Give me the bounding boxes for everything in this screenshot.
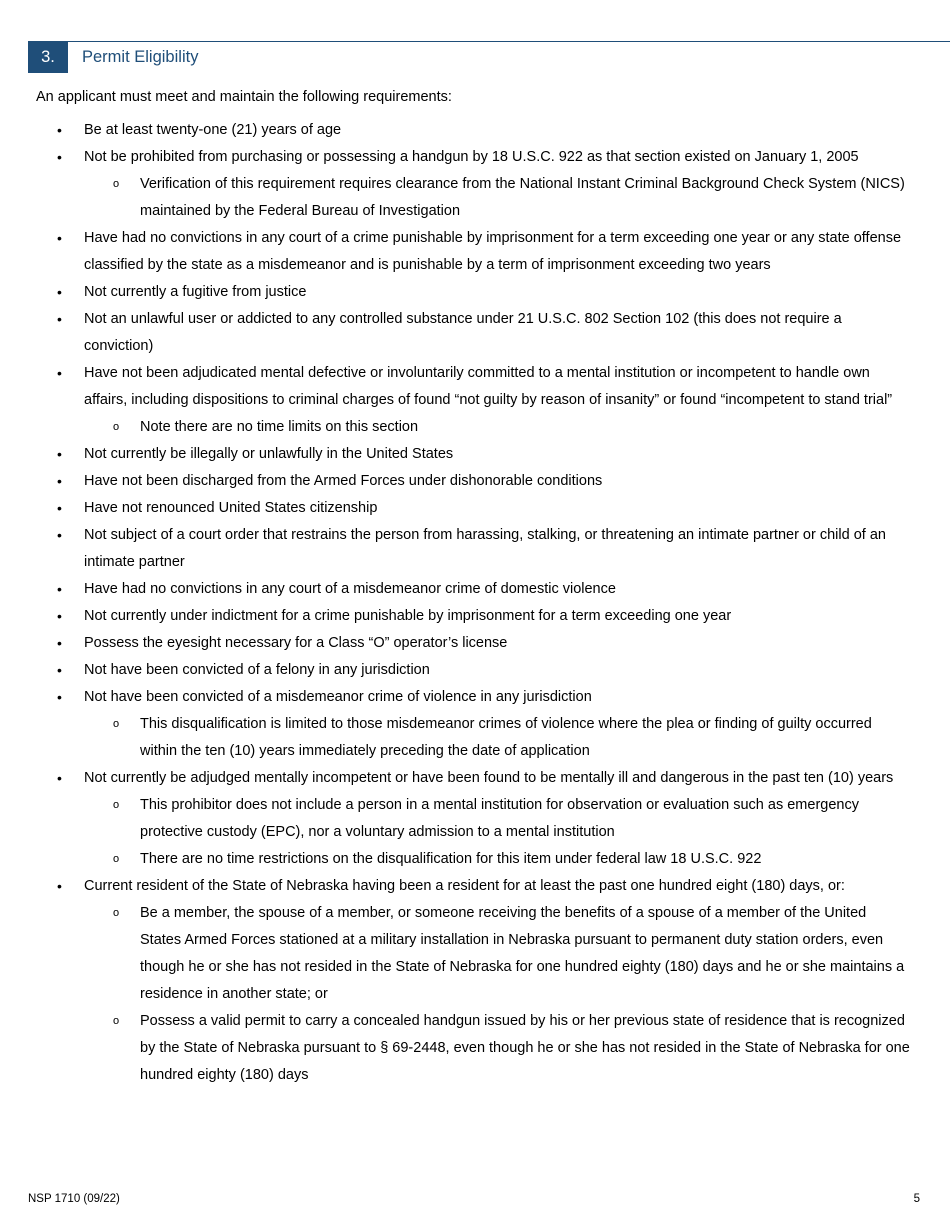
bullet-icon: • [57, 230, 62, 246]
sub-list-item [0, 846, 950, 873]
circle-bullet-icon: o [113, 907, 120, 919]
item-text: There are no time restrictions on the disqualification for this item under federal law 18 U.S.C. 922 [140, 851, 762, 867]
sub-list-item [0, 711, 950, 765]
list-item [0, 603, 950, 630]
bullet-icon: • [57, 149, 62, 165]
list-item [0, 144, 950, 171]
item-text: Have had no convictions in any court of a crime punishable by imprisonment for a term exceeding one year or any state offense classified by the state as a misdemeanor and is punishable by a term of imprisonment exceeding two years [84, 230, 902, 273]
item-text: Have had no convictions in any court of a misdemeanor crime of domestic violence [84, 581, 616, 597]
bullet-icon: • [57, 446, 62, 462]
list-item [0, 765, 950, 792]
item-text: Have not renounced United States citizenship [84, 500, 378, 516]
list-item [0, 306, 950, 360]
circle-bullet-icon: o [113, 421, 120, 433]
item-text: Not currently under indictment for a crime punishable by imprisonment for a term exceeding one year [84, 608, 732, 624]
item-text: This prohibitor does not include a person in a mental institution for observation or evaluation such as emergency protective custody (EPC), nor a voluntary admission to a mental institution [140, 797, 859, 840]
item-text: Current resident of the State of Nebraska having been a resident for at least the past one hundred eight (180) days, or: [84, 878, 845, 894]
list-item [0, 684, 950, 711]
list-item [0, 576, 950, 603]
item-text: Not have been convicted of a misdemeanor crime of violence in any jurisdiction [84, 689, 592, 705]
bullet-icon: • [57, 635, 62, 651]
item-text: Verification of this requirement requires clearance from the National Instant Criminal Background Check System (NICS) maintained by the Federal Bureau of Investigation [140, 176, 905, 219]
list-item [0, 657, 950, 684]
bullet-icon: • [57, 662, 62, 678]
bullet-icon: • [57, 365, 62, 381]
circle-bullet-icon: o [113, 178, 120, 190]
sub-list-item [0, 900, 950, 1008]
section-number: 3. [28, 41, 68, 73]
bullet-icon: • [57, 527, 62, 543]
item-text: Not subject of a court order that restrains the person from harassing, stalking, or threatening an intimate partner or child of an intimate partner [84, 527, 886, 570]
item-text: Not currently be illegally or unlawfully in the United States [84, 446, 454, 462]
bullet-icon: • [57, 473, 62, 489]
list-item [0, 360, 950, 414]
item-text: Possess a valid permit to carry a concealed handgun issued by his or her previous state of residence that is recognized by the State of Nebraska pursuant to § 69-2448, even though he or she has not resided in the State of Nebraska for one hundred eighty (180) days [140, 1013, 910, 1083]
bullet-icon: • [57, 878, 62, 894]
item-text: This disqualification is limited to those misdemeanor crimes of violence where the plea or finding of guilty occurred within the ten (10) years immediately preceding the date of application [140, 716, 872, 759]
sub-list-item [0, 171, 950, 225]
circle-bullet-icon: o [113, 1015, 120, 1027]
list-item [0, 441, 950, 468]
item-text: Not be prohibited from purchasing or possessing a handgun by 18 U.S.C. 922 as that section existed on January 1, 2005 [84, 149, 859, 165]
sub-list-item [0, 1008, 950, 1089]
item-text: Not currently a fugitive from justice [84, 284, 307, 300]
bullet-icon: • [57, 581, 62, 597]
item-text: Have not been discharged from the Armed Forces under dishonorable conditions [84, 473, 603, 489]
bullet-icon: • [57, 122, 62, 138]
sub-list-item [0, 792, 950, 846]
bullet-icon: • [57, 500, 62, 516]
list-item [0, 468, 950, 495]
item-text: Note there are no time limits on this section [140, 419, 419, 435]
requirements-list [0, 117, 950, 1089]
bullet-icon: • [57, 770, 62, 786]
sub-list-item [0, 414, 950, 441]
list-item [0, 522, 950, 576]
section-rule [28, 41, 950, 42]
item-text: Not have been convicted of a felony in any jurisdiction [84, 662, 430, 678]
item-text: Be a member, the spouse of a member, or someone receiving the benefits of a spouse of a member of the United States Armed Forces stationed at a military installation in Nebraska pursuant to permanent duty station orders, even though he or she has not resided in the State of Nebraska for one hundred eighty (180) days and he or she maintains a residence in another state; or [140, 905, 905, 1002]
section-title: Permit Eligibility [82, 48, 199, 66]
circle-bullet-icon: o [113, 718, 120, 730]
bullet-icon: • [57, 608, 62, 624]
item-text: Have not been adjudicated mental defective or involuntarily committed to a mental institution or incompetent to handle own affairs, including dispositions to criminal charges of found “not guilty by reason of insanity” or found “incompetent to stand trial” [84, 365, 893, 408]
bullet-icon: • [57, 284, 62, 300]
list-item [0, 117, 950, 144]
list-item [0, 873, 950, 900]
list-item [0, 630, 950, 657]
bullet-icon: • [57, 311, 62, 327]
list-item [0, 495, 950, 522]
circle-bullet-icon: o [113, 853, 120, 865]
page-number: 5 [913, 1193, 920, 1205]
list-item [0, 279, 950, 306]
item-text: Not currently be adjudged mentally incompetent or have been found to be mentally ill and dangerous in the past ten (10) years [84, 770, 894, 786]
form-id: NSP 1710 (09/22) [28, 1193, 120, 1205]
bullet-icon: • [57, 689, 62, 705]
circle-bullet-icon: o [113, 799, 120, 811]
item-text: Be at least twenty-one (21) years of age [84, 122, 342, 138]
list-item [0, 225, 950, 279]
item-text: Not an unlawful user or addicted to any controlled substance under 21 U.S.C. 802 Section 102 (this does not require a conviction) [84, 311, 842, 354]
intro-text: An applicant must meet and maintain the following requirements: [36, 89, 452, 105]
item-text: Possess the eyesight necessary for a Class “O” operator’s license [84, 635, 508, 651]
